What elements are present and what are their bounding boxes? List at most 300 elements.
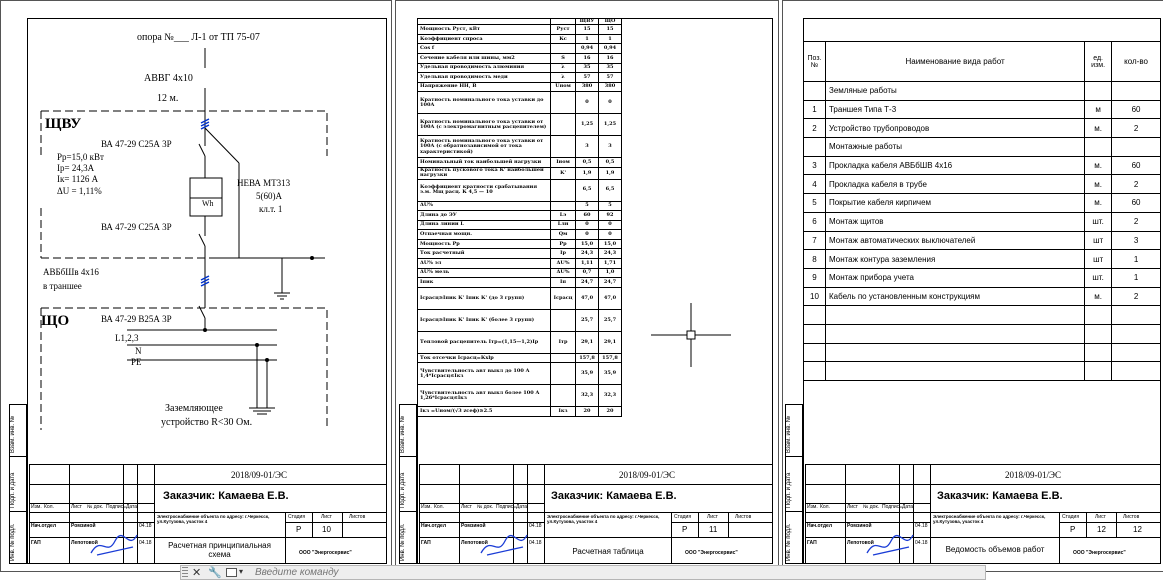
calc-value: 1,25 (599, 114, 622, 136)
calc-symbol: Iтр (551, 331, 576, 353)
calc-symbol: λ (551, 73, 576, 83)
calc-param: Ток расчетный (418, 249, 551, 259)
calc-symbol (551, 114, 576, 136)
crosshair-cursor (651, 303, 731, 367)
calc-symbol: S (551, 54, 576, 64)
calc-value: 0,5 (576, 158, 599, 168)
calc-value: 32,3 (576, 385, 599, 407)
name2: Лепотовой (847, 540, 874, 546)
calc-row (418, 363, 622, 385)
calc-param: Кратность номинального тока уставки до 100А (418, 92, 551, 114)
calc-row (418, 179, 622, 201)
works-name: Монтаж щитов (825, 212, 1084, 231)
works-qty (1112, 82, 1161, 101)
calc-symbol (551, 309, 576, 331)
command-prompt-icon[interactable] (226, 568, 237, 577)
bus-label: PE (131, 357, 142, 367)
works-name: Монтаж прибора учета (825, 268, 1084, 287)
cable1-length: 12 м. (157, 93, 179, 104)
command-input[interactable] (253, 566, 977, 579)
calc-symbol (551, 353, 576, 363)
calc-row (418, 268, 622, 278)
calc-value: 20 (576, 407, 599, 417)
calc-value: 1,25 (576, 114, 599, 136)
calc-value: 16 (599, 54, 622, 64)
works-row (804, 138, 1161, 157)
works-row (804, 194, 1161, 213)
works-qty: 60 (1112, 194, 1161, 213)
works-row (804, 100, 1161, 119)
works-row (804, 231, 1161, 250)
calc-param: Удельная проводимость меди (418, 73, 551, 83)
cable2-note: в траншее (43, 281, 82, 291)
role2: ГАП (807, 540, 817, 546)
works-pos (804, 138, 826, 157)
meter-symbol: Wh (202, 199, 214, 208)
calc-value: 1,9 (599, 168, 622, 180)
calc-value: 35 (576, 63, 599, 73)
works-unit: м (1085, 100, 1112, 119)
sheet-number: 12 (1097, 525, 1106, 534)
works-unit (1085, 362, 1112, 381)
calc-row (418, 309, 622, 331)
calc-row (418, 54, 622, 64)
calc-param: Напряжение НН, В (418, 82, 551, 92)
calc-value: 0,7 (576, 268, 599, 278)
side-label: Взам. инв. № (786, 415, 792, 453)
calc-value: 1,0 (599, 268, 622, 278)
calc-param: Мощность Руст, кВт (418, 25, 551, 35)
doc-code: 2018/09-01/ЭС (231, 470, 287, 480)
calc-row (418, 287, 622, 309)
calc-value: 0 (576, 230, 599, 240)
works-unit (1085, 306, 1112, 325)
calc-value: 35,9 (576, 363, 599, 385)
side-label: Подп. и дата (786, 472, 792, 508)
works-name: Прокладка кабеля в трубе (825, 175, 1084, 194)
calc-value: 57 (576, 73, 599, 83)
calc-symbol: Iр (551, 249, 576, 259)
works-name: Покрытие кабеля кирпичем (825, 194, 1084, 213)
works-unit: м. (1085, 175, 1112, 194)
meter-label: кл.т. 1 (259, 204, 283, 214)
signature-icon (865, 531, 915, 559)
calc-param: Тепловой расцепитель Iтр=(1,15—1,2)Iр (418, 331, 551, 353)
works-pos: 9 (804, 268, 826, 287)
calc-value: 3 (576, 136, 599, 158)
calc-value: 5 (576, 201, 599, 211)
works-qty: 60 (1112, 156, 1161, 175)
ground-label: устройство R<30 Ом. (161, 417, 253, 428)
works-name: Кабель по установленным конструкциям (825, 287, 1084, 306)
side-label: Подп. и дата (10, 472, 16, 508)
calc-row (418, 353, 622, 363)
calc-value: 1 (576, 34, 599, 44)
works-unit (1085, 82, 1112, 101)
works-name: Монтаж контура заземления (825, 250, 1084, 269)
side-label: Инв. № подл. (10, 523, 16, 561)
breaker1-label: ВА 47-29 С25А 3Р (101, 139, 172, 149)
works-unit: шт. (1085, 268, 1112, 287)
name1: Ромзиной (847, 523, 872, 529)
command-line (180, 565, 986, 580)
calc-row (418, 92, 622, 114)
calc-value: 1 (599, 34, 622, 44)
sheet-number: 11 (709, 525, 718, 534)
works-name: Монтаж автоматических выключателей (825, 231, 1084, 250)
load-param: Iр= 24,3А (57, 163, 95, 173)
calc-symbol: Iном (551, 158, 576, 168)
customer: Заказчик: Камаева Е.В. (163, 490, 289, 502)
load-param: Iк= 1126 А (57, 174, 99, 184)
side-label: Взам. инв. № (10, 415, 16, 453)
grip-handle[interactable] (182, 567, 188, 578)
calc-row (418, 385, 622, 407)
calc-value: 24,3 (599, 249, 622, 259)
calc-symbol: Lлн (551, 220, 576, 230)
project-desc: Электроснабжение объекта по адресу: г.Черкесск, ул.Кутузова, участок 4 (547, 514, 660, 524)
works-pos: 3 (804, 156, 826, 175)
works-qty: 2 (1112, 175, 1161, 194)
role1: Нач.отдел (807, 523, 833, 529)
calc-value: 0 (576, 220, 599, 230)
works-row (804, 156, 1161, 175)
calc-value: 20 (599, 407, 622, 417)
sheet-title: Расчетная принципиальная схема (168, 541, 271, 559)
works-row (804, 212, 1161, 231)
calc-symbol: λ (551, 63, 576, 73)
calc-symbol: Qм (551, 230, 576, 240)
calc-symbol: Iкз (551, 407, 576, 417)
calc-value: 3 (599, 136, 622, 158)
calc-value: 24,7 (599, 278, 622, 288)
calc-row (418, 201, 622, 211)
calc-value: 157,8 (599, 353, 622, 363)
works-pos (804, 306, 826, 325)
cable1-label: АВВГ 4х10 (144, 73, 193, 84)
works-pos: 7 (804, 231, 826, 250)
calc-row (418, 331, 622, 353)
date: 04.18 (139, 523, 152, 529)
calc-row (418, 278, 622, 288)
calc-row (418, 44, 622, 54)
calc-symbol: Iсрасц (551, 287, 576, 309)
calc-value: 15,0 (599, 239, 622, 249)
works-unit: шт (1085, 231, 1112, 250)
calc-value: 6,5 (576, 179, 599, 201)
date: 04.18 (529, 540, 542, 546)
calc-value: 0 (599, 92, 622, 114)
works-qty (1112, 343, 1161, 362)
works-name (825, 324, 1084, 343)
calc-param: Длина линии L (418, 220, 551, 230)
calc-row (418, 73, 622, 83)
title-block: 2018/09-01/ЭС Заказчик: Камаева Е.В. Изм. Кол. Лист № док. Подпись Дата Нач.отдел Ромзиной 04.18 ГАП Лепотовой 04.18 Электроснабжение объекта по адресу: г.Черкесск, ул.Кутузова, участок 4 Стадия Лист Листов Р 12 12 Ведомость объемов работ ООО "Энергосервис" (805, 464, 1160, 564)
works-table (803, 41, 1161, 381)
works-qty: 1 (1112, 250, 1161, 269)
sheet-head: Лист (321, 514, 332, 520)
load-param: ΔU = 1,11% (57, 186, 102, 196)
date: 04.18 (915, 540, 928, 546)
customer: Заказчик: Камаева Е.В. (937, 490, 1063, 502)
calc-value: 0 (599, 230, 622, 240)
works-header: Наименование вида работ (825, 42, 1084, 82)
calc-row (418, 249, 622, 259)
stage-head: Стадия (288, 514, 306, 520)
works-row (804, 175, 1161, 194)
sheets-total: 12 (1133, 525, 1142, 534)
calc-symbol: ΔU% (551, 259, 576, 269)
signature-icon (89, 531, 139, 559)
works-header: ед. изм. (1085, 42, 1112, 82)
role2: ГАП (421, 540, 431, 546)
calc-value: 32,3 (599, 385, 622, 407)
doc-code: 2018/09-01/ЭС (1005, 470, 1061, 480)
role1: Нач.отдел (421, 523, 447, 529)
name2: Лепотовой (71, 540, 98, 546)
stage: Р (296, 525, 302, 534)
side-label: Инв. № подл. (786, 523, 792, 561)
sheet-schematic (0, 0, 392, 572)
calc-value: 1,11 (576, 259, 599, 269)
calc-symbol (551, 44, 576, 54)
works-name (825, 306, 1084, 325)
schematic-diagram (27, 18, 387, 448)
calc-row (418, 259, 622, 269)
calc-value: 29,1 (576, 331, 599, 353)
doc-code: 2018/09-01/ЭС (619, 470, 675, 480)
works-qty: 3 (1112, 231, 1161, 250)
panel1-label: ЩВУ (45, 116, 82, 132)
calc-row (418, 407, 622, 417)
calc-symbol: Lэ (551, 211, 576, 221)
breaker2-label: ВА 47-29 С25А 3Р (101, 222, 172, 232)
calc-row (418, 34, 622, 44)
calc-symbol: Uном (551, 82, 576, 92)
works-unit: м. (1085, 119, 1112, 138)
calc-value: 16 (576, 54, 599, 64)
calc-value: 1,71 (599, 259, 622, 269)
works-name: Монтажные работы (825, 138, 1084, 157)
calc-symbol (551, 363, 576, 385)
calc-param: Iсрасц≥Iпик К' Iпик К' (более 3 групп) (418, 309, 551, 331)
calc-value: 380 (576, 82, 599, 92)
calc-row (418, 82, 622, 92)
role2: ГАП (31, 540, 41, 546)
calc-value: 0 (599, 220, 622, 230)
close-icon[interactable]: ✕ (192, 566, 202, 579)
calc-value: 35,9 (599, 363, 622, 385)
works-row (804, 362, 1161, 381)
calc-param: Кратность номинального тока уставки от 100А (с электромагнитным расцепителем) (418, 114, 551, 136)
sheet-title: Расчетная таблица (572, 547, 644, 556)
ground-label: Заземляющее (165, 403, 223, 414)
works-qty (1112, 324, 1161, 343)
works-header: кол-во (1112, 42, 1161, 82)
calc-param: Длина до ЭУ (418, 211, 551, 221)
calc-symbol (551, 179, 576, 201)
calc-param: ΔU% эл (418, 259, 551, 269)
calc-symbol: Рр (551, 239, 576, 249)
meter-label: НЕВА МТ313 (237, 178, 291, 188)
calc-symbol: Iп (551, 278, 576, 288)
calc-param: Отпаечная мощн. (418, 230, 551, 240)
works-name: Траншея Типа Т-3 (825, 100, 1084, 119)
works-qty (1112, 306, 1161, 325)
calc-value: 1,9 (576, 168, 599, 180)
calc-value: 0,94 (599, 44, 622, 54)
calc-param: Сечение кабеля или шины, мм2 (418, 54, 551, 64)
company: ООО "Энергосервис" (299, 550, 352, 556)
meter-label: 5(60)А (256, 191, 282, 201)
calc-value: 15,0 (576, 239, 599, 249)
calc-value: 25,7 (599, 309, 622, 331)
sheet-calc (395, 0, 779, 572)
role1: Нач.отдел (31, 523, 57, 529)
calc-param: Iпик (418, 278, 551, 288)
calc-symbol: Руст (551, 25, 576, 35)
calc-param: ΔU% (418, 201, 551, 211)
calc-table (417, 18, 622, 417)
calc-symbol (551, 92, 576, 114)
works-qty: 1 (1112, 268, 1161, 287)
date: 04.18 (139, 540, 152, 546)
calc-param: Cos f (418, 44, 551, 54)
side-label: Взам. инв. № (400, 415, 406, 453)
works-pos: 6 (804, 212, 826, 231)
works-row (804, 306, 1161, 325)
calc-header: ЩО (599, 19, 622, 25)
calc-symbol (551, 136, 576, 158)
side-label: Инв. № подл. (400, 523, 406, 561)
calc-param: Номинальный ток наибольшей нагрузки (418, 158, 551, 168)
works-name: Прокладка кабеля АВБбШВ 4х16 (825, 156, 1084, 175)
calc-value: 0,94 (576, 44, 599, 54)
calc-symbol (551, 385, 576, 407)
works-unit: м. (1085, 287, 1112, 306)
works-pos: 8 (804, 250, 826, 269)
calc-value: 0 (576, 92, 599, 114)
calc-param: Iкз =Uном/(√3 zсеф)≥2.5 (418, 407, 551, 417)
title-block: 2018/09-01/ЭС Заказчик: Камаева Е.В. Изм. Кол. Лист № док. Подпись Дата Нач.отдел Ромзиной 04.18 ГАП Лепотовой 04.18 Электроснабжение объекта по адресу: г.Черкесск, ул.Кутузова, участок 4 Стадия Лист Листов Р 10 Расчетная принципиальная схема ООО "Энергосервис" (29, 464, 386, 564)
signature-icon (479, 531, 529, 559)
date: 04.18 (915, 523, 928, 529)
calc-value: 15 (599, 25, 622, 35)
works-qty: 2 (1112, 119, 1161, 138)
works-row (804, 343, 1161, 362)
calc-row (418, 220, 622, 230)
works-pos: 5 (804, 194, 826, 213)
calc-symbol (551, 201, 576, 211)
load-param: Рр=15,0 кВт (57, 152, 104, 162)
works-pos: 10 (804, 287, 826, 306)
calc-value: 380 (599, 82, 622, 92)
works-name (825, 362, 1084, 381)
customer: Заказчик: Камаева Е.В. (551, 490, 677, 502)
calc-row (418, 211, 622, 221)
calc-value: 0,5 (599, 158, 622, 168)
stage: Р (1070, 525, 1076, 534)
company: ООО "Энергосервис" (1073, 550, 1126, 556)
calc-value: 57 (599, 73, 622, 83)
wrench-icon[interactable]: 🔧 (208, 566, 222, 579)
works-pos: 4 (804, 175, 826, 194)
name1: Ромзиной (461, 523, 486, 529)
calc-param: Мощность Рр (418, 239, 551, 249)
works-unit: м. (1085, 156, 1112, 175)
works-unit (1085, 324, 1112, 343)
sheet-title: Ведомость объемов работ (945, 545, 1045, 554)
calc-symbol: K' (551, 168, 576, 180)
sheet-works (782, 0, 1163, 572)
sheet-number: 10 (322, 525, 331, 534)
calc-value: 60 (576, 211, 599, 221)
calc-row (418, 239, 622, 249)
works-row (804, 119, 1161, 138)
name1: Ромзиной (71, 523, 96, 529)
calc-param: Удельная проводимость алюминия (418, 63, 551, 73)
works-unit: шт (1085, 250, 1112, 269)
calc-value: 29,1 (599, 331, 622, 353)
works-pos: 2 (804, 119, 826, 138)
calc-param: ΔU% мель (418, 268, 551, 278)
calc-param: Ток отсечки Iсрасц=Кхlр (418, 353, 551, 363)
calc-row (418, 168, 622, 180)
calc-value: 6,5 (599, 179, 622, 201)
calc-value: 5 (599, 201, 622, 211)
col-heads: Изм. (31, 504, 42, 510)
calc-param: Кратность номинального тока уставки от 100А (с обратнозависимой от тока характеристикой) (418, 136, 551, 158)
works-unit (1085, 343, 1112, 362)
calc-param: Чувствительность авт выкл более 100 А 1,26*Iсрасц≤Iкз (418, 385, 551, 407)
breaker3-label: ВА 47-29 В25А 3Р (101, 314, 172, 324)
works-pos: 1 (804, 100, 826, 119)
calc-param: Кратность пускового тока К' наибольшей нагрузки (418, 168, 551, 180)
calc-param: Чувствительность авт выкл до 100 А 1,4*Iсрасц≤Iкз (418, 363, 551, 385)
bus-label: N (135, 346, 142, 356)
calc-value: 24,3 (576, 249, 599, 259)
works-name (825, 343, 1084, 362)
works-unit: шт. (1085, 212, 1112, 231)
works-row (804, 268, 1161, 287)
calc-row (418, 136, 622, 158)
works-pos (804, 324, 826, 343)
works-row (804, 324, 1161, 343)
works-pos (804, 362, 826, 381)
calc-param: Iсрасц≥Iпик К' Iпик К' (до 3 групп) (418, 287, 551, 309)
chevron-down-icon[interactable]: ▾ (239, 567, 244, 576)
calc-value: 92 (599, 211, 622, 221)
cable2-label: АВБбШв 4х16 (43, 267, 99, 277)
works-name: Земляные работы (825, 82, 1084, 101)
date: 04.18 (529, 523, 542, 529)
calc-symbol: ΔU% (551, 268, 576, 278)
calc-row (418, 25, 622, 35)
company: ООО "Энергосервис" (685, 550, 738, 556)
calc-row (418, 114, 622, 136)
schematic-header: опора №___ Л-1 от ТП 75-07 (137, 32, 260, 43)
works-name: Устройство трубопроводов (825, 119, 1084, 138)
calc-param: Коэффициент спроса (418, 34, 551, 44)
works-row (804, 250, 1161, 269)
project-desc: Электроснабжение объекта по адресу: г.Черкесск, ул.Кутузова, участок 4 (933, 514, 1046, 524)
works-row (804, 82, 1161, 101)
calc-param: Коэффициент кратности срабатывания э.м. Мщ расц. К 4,5 — 10 (418, 179, 551, 201)
works-unit (1085, 138, 1112, 157)
name2: Лепотовой (461, 540, 488, 546)
calc-row (418, 63, 622, 73)
title-block: 2018/09-01/ЭС Заказчик: Камаева Е.В. Изм. Кол. Лист № док. Подпись Дата Нач.отдел Ромзиной 04.18 ГАП Лепотовой 04.18 Электроснабжение объекта по адресу: г.Черкесск, ул.Кутузова, участок 4 Стадия Лист Листов Р 11 Расчетная таблица ООО "Энергосервис" (419, 464, 772, 564)
